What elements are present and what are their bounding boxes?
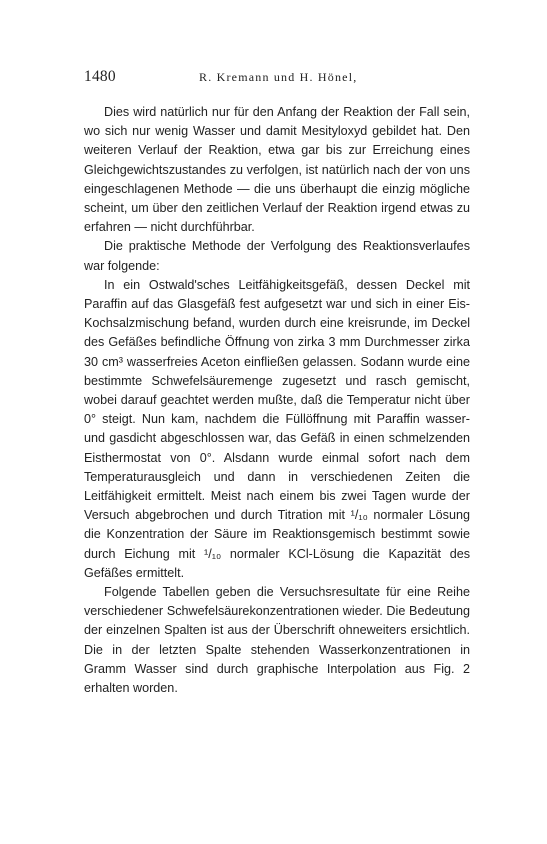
paragraph: Folgende Tabellen geben die Versuchsresultate für eine Reihe verschiedener Schwefelsäurekonzentrationen wieder. Die Bedeutung der einzelnen Spalten ist aus der Überschrift ohneweiters ersichtlich. Die in der letzten Spalte stehenden Wasserkonzentrationen in Gramm Wasser sind durch graphische Interpolation aus Fig. 2 erhalten worden.: [84, 585, 470, 696]
paragraph: Dies wird natürlich nur für den Anfang der Reaktion der Fall sein, wo sich nur wenig Wasser und damit Mesityloxyd gebildet hat. Den weiteren Verlauf der Reaktion, etwa gar bis zur Erreichung eines Gleichgewichtszustandes zu verfolgen, ist natürlich nach der von uns eingeschlagenen Methode — die uns überhaupt die einzig mögliche scheint, um über den zeitlichen Verlauf der Reaktion irgend etwas zu erfahren — nicht durchführbar.: [84, 105, 470, 235]
page-header: [84, 68, 470, 90]
page-number: 1480: [84, 68, 116, 85]
running-head: R. Kremann und H. Hönel,: [199, 70, 358, 84]
body-text: [84, 103, 470, 698]
paragraph: Die praktische Methode der Verfolgung des Reaktionsverlaufes war folgende:: [84, 239, 470, 273]
paragraph: In ein Ostwald'sches Leitfähigkeitsgefäß, dessen Deckel mit Paraffin auf das Glasgefäß fest aufgesetzt war und sich in einer Eis-Kochsalzmischung befand, wurden durch eine kreisrunde, im Deckel des Gefäßes befindliche Öffnung von zirka 3 mm Durchmesser zirka 30 cm³ wasserfreies Aceton einfließen gelassen. Sodann wurde eine bestimmte Schwefelsäuremenge zugesetzt und rasch gemischt, wobei darauf geachtet werden mußte, daß die Temperatur nicht über 0° steigt. Nun kam, nachdem die Füllöffnung mit Paraffin wasser- und gasdicht abgeschlossen war, das Gefäß in einen schmelzenden Eisthermostat von 0°. Alsdann wurde einmal sofort nach dem Temperaturausgleich und dann in verschiedenen Zeiten die Leitfähigkeit ermittelt. Meist nach einem bis zwei Tagen wurde der Versuch abgebrochen und durch Titration mit ¹/₁₀ normaler Lösung die Konzentration der Säure im Reaktionsgemisch bestimmt sowie durch Eichung mit ¹/₁₀ normaler KCl-Lösung die Kapazität des Gefäßes ermittelt.: [84, 277, 470, 580]
